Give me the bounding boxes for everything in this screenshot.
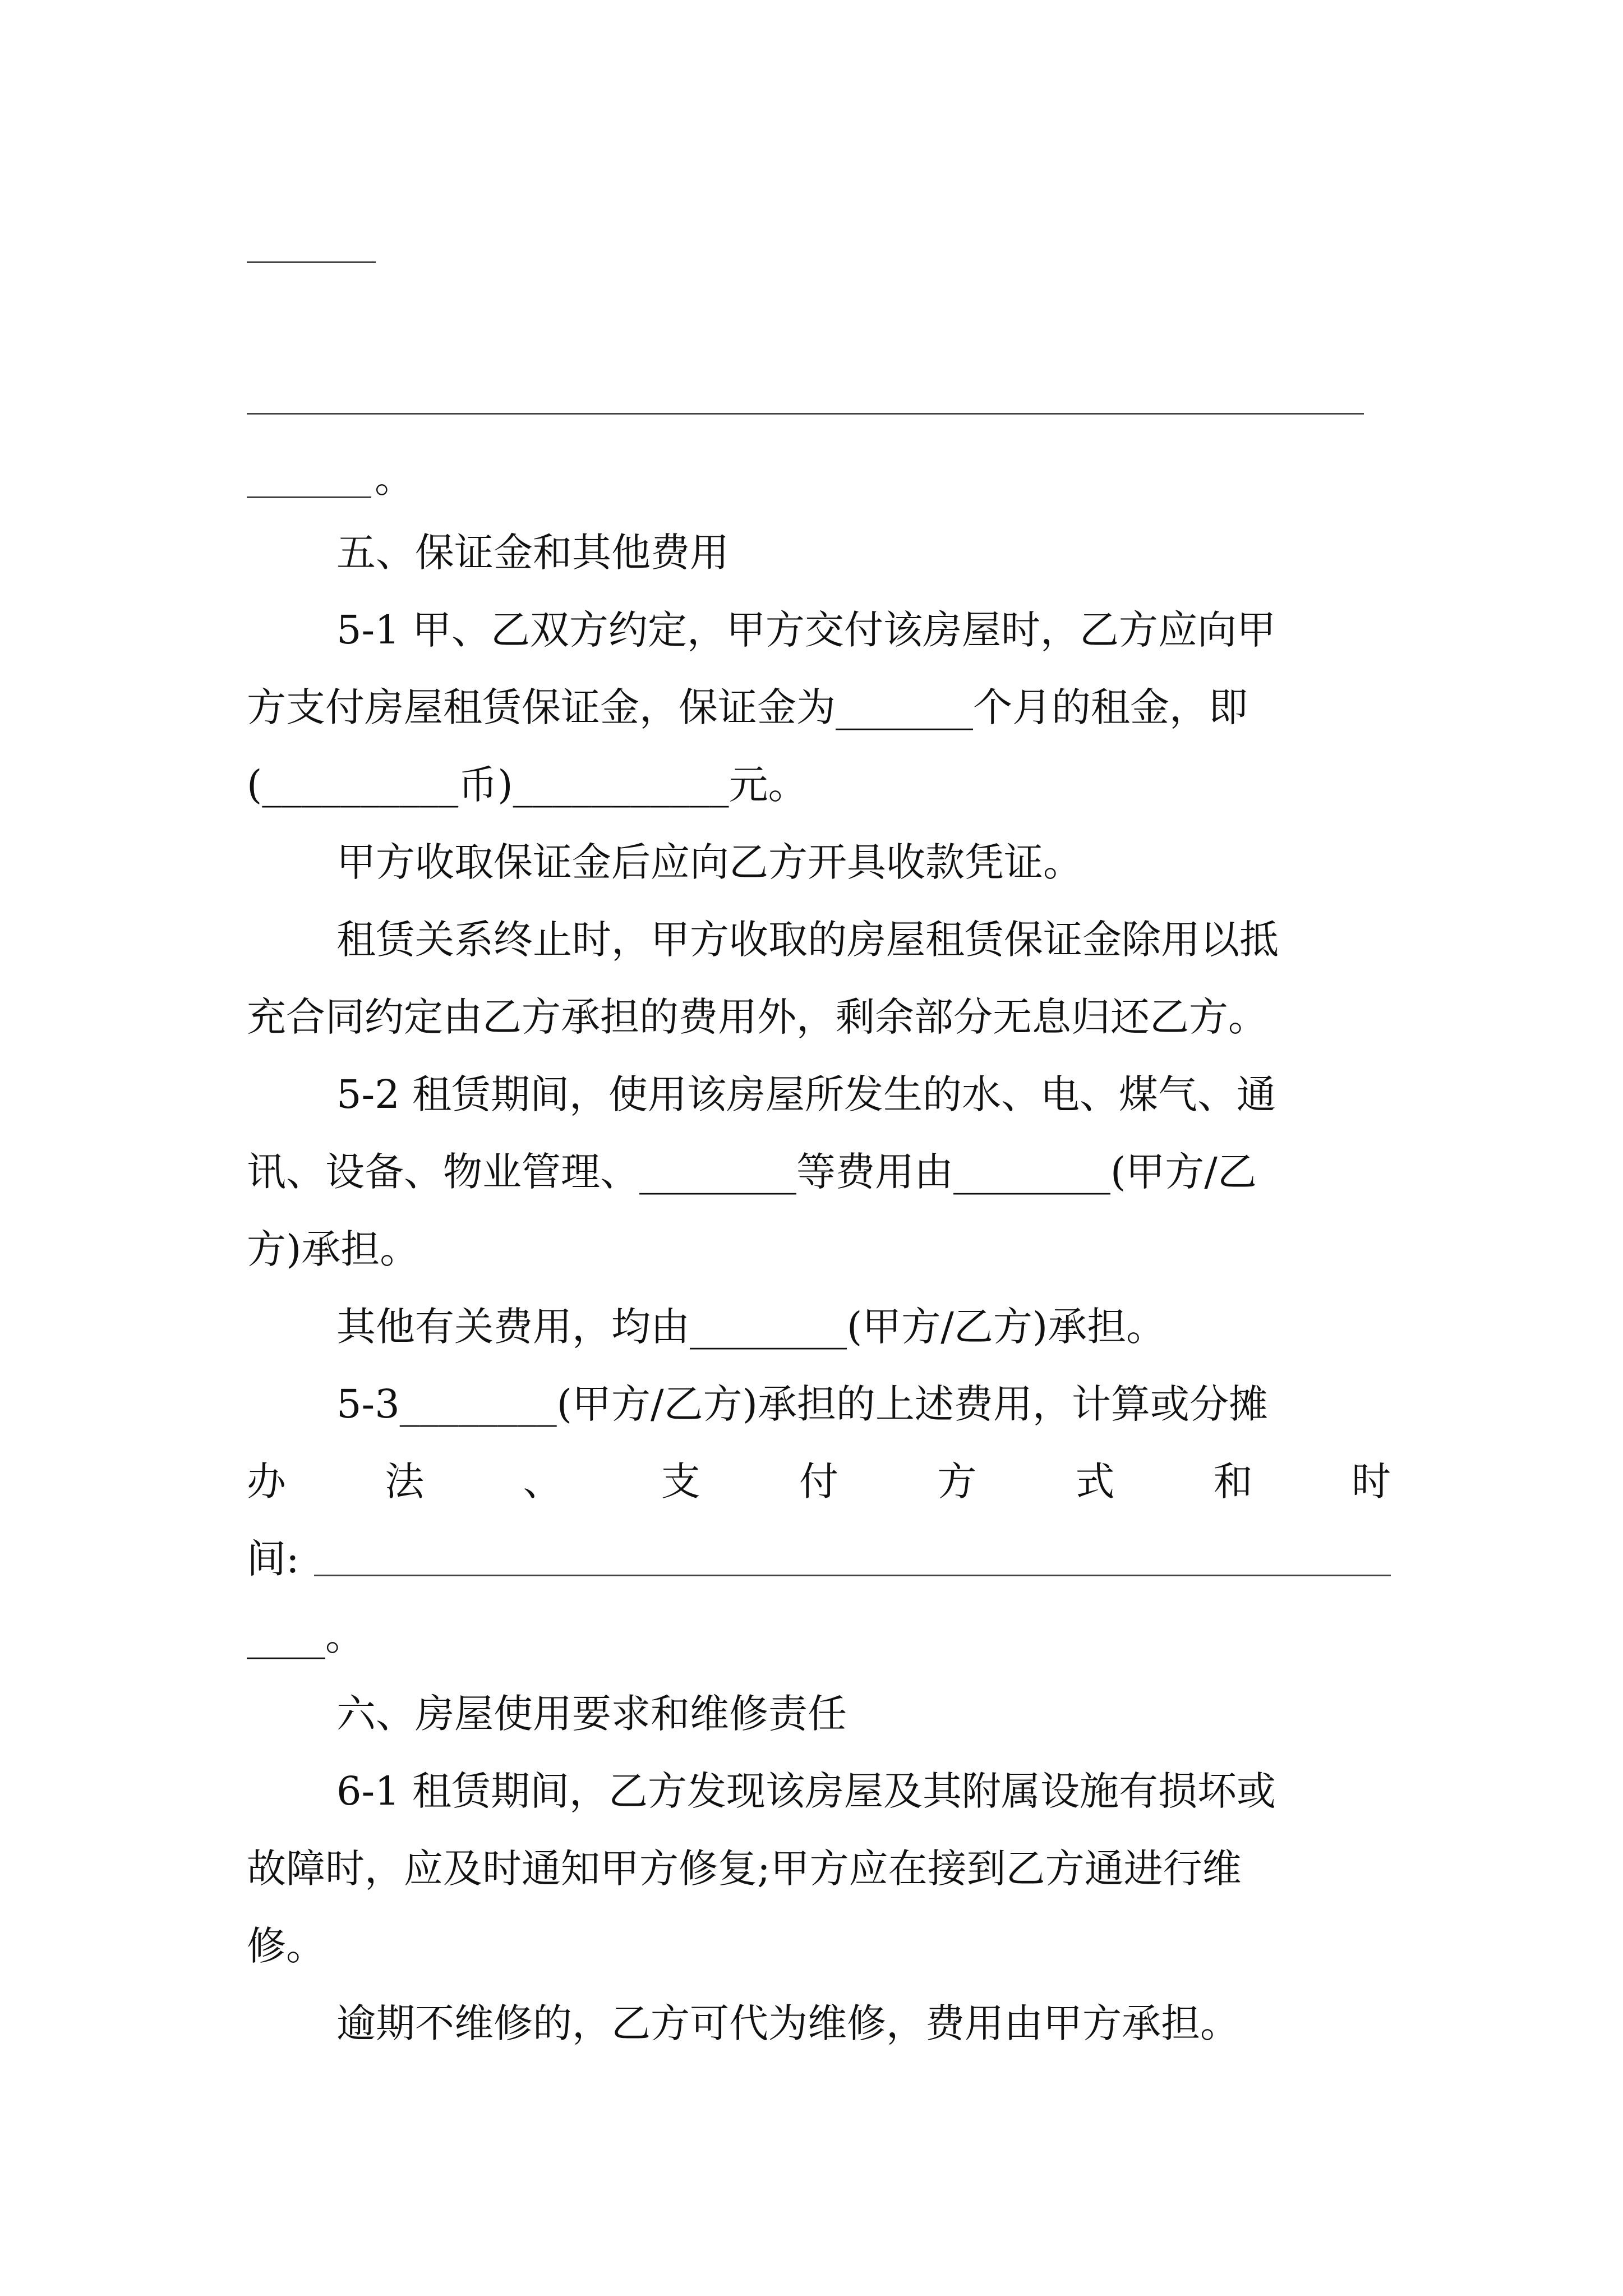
refund-paragraph-line-2: 充合同约定由乙方承担的费用外，剩余部分无息归还乙方。 — [247, 994, 1267, 1040]
word: 付 — [799, 1458, 838, 1504]
clause-5-1-line-2: 方支付房屋租赁保证金，保证金为_______个月的租金，即 — [247, 684, 1248, 730]
word: 法 — [385, 1458, 425, 1504]
blank-line-short — [247, 261, 376, 263]
overdue-repair-paragraph: 逾期不维修的，乙方可代为维修，费用由甲方承担。 — [336, 2000, 1239, 2046]
clause-5-2-line-3: 方)承担。 — [247, 1226, 419, 1272]
blank-line-end — [247, 496, 371, 498]
word: 时 — [1352, 1458, 1391, 1504]
clause-5-2-line-1: 5-2 租赁期间，使用该房屋所发生的水、电、煤气、通 — [336, 1071, 1276, 1117]
other-fees-paragraph: 其他有关费用，均由________(甲方/乙方)承担。 — [336, 1304, 1166, 1350]
clause-5-3-line-2 — [247, 1456, 1391, 1507]
clause-5-3-blank-line — [314, 1575, 1391, 1576]
clause-5-1-line-1: 5-1 甲、乙双方约定，甲方交付该房屋时，乙方应向甲 — [336, 607, 1276, 653]
clause-6-1-line-1: 6-1 租赁期间，乙方发现该房屋及其附属设施有损坏或 — [336, 1768, 1276, 1814]
word: 和 — [1213, 1458, 1253, 1504]
clause-6-1-line-2: 故障时，应及时通知甲方修复;甲方应在接到乙方通进行维 — [247, 1846, 1242, 1892]
word: 办 — [247, 1458, 286, 1504]
word: 方 — [937, 1458, 977, 1504]
blank-line-terminator: 。 — [375, 455, 414, 501]
word: 式 — [1075, 1458, 1115, 1504]
clause-6-1-line-3: 修。 — [247, 1923, 325, 1969]
clause-5-2-line-2: 讯、设备、物业管理、________等费用由________(甲方/乙 — [247, 1149, 1257, 1195]
clause-5-1-line-3: (__________币)___________元。 — [247, 762, 808, 808]
refund-paragraph-line-1: 租赁关系终止时，甲方收取的房屋租赁保证金除用以抵 — [336, 917, 1279, 963]
section-5-heading: 五、保证金和其他费用 — [336, 530, 729, 576]
clause-5-3-line-3-label: 间: — [247, 1536, 299, 1582]
word: 、 — [523, 1458, 562, 1504]
clause-5-3-line-1: 5-3________(甲方/乙方)承担的上述费用，计算或分摊 — [336, 1381, 1268, 1427]
section-6-heading: 六、房屋使用要求和维修责任 — [336, 1691, 847, 1737]
word: 支 — [661, 1458, 700, 1504]
receipt-paragraph: 甲方收取保证金后应向乙方开具收款凭证。 — [336, 839, 1082, 885]
blank-line-long — [247, 413, 1364, 415]
clause-5-3-line-4: ____。 — [247, 1613, 365, 1659]
